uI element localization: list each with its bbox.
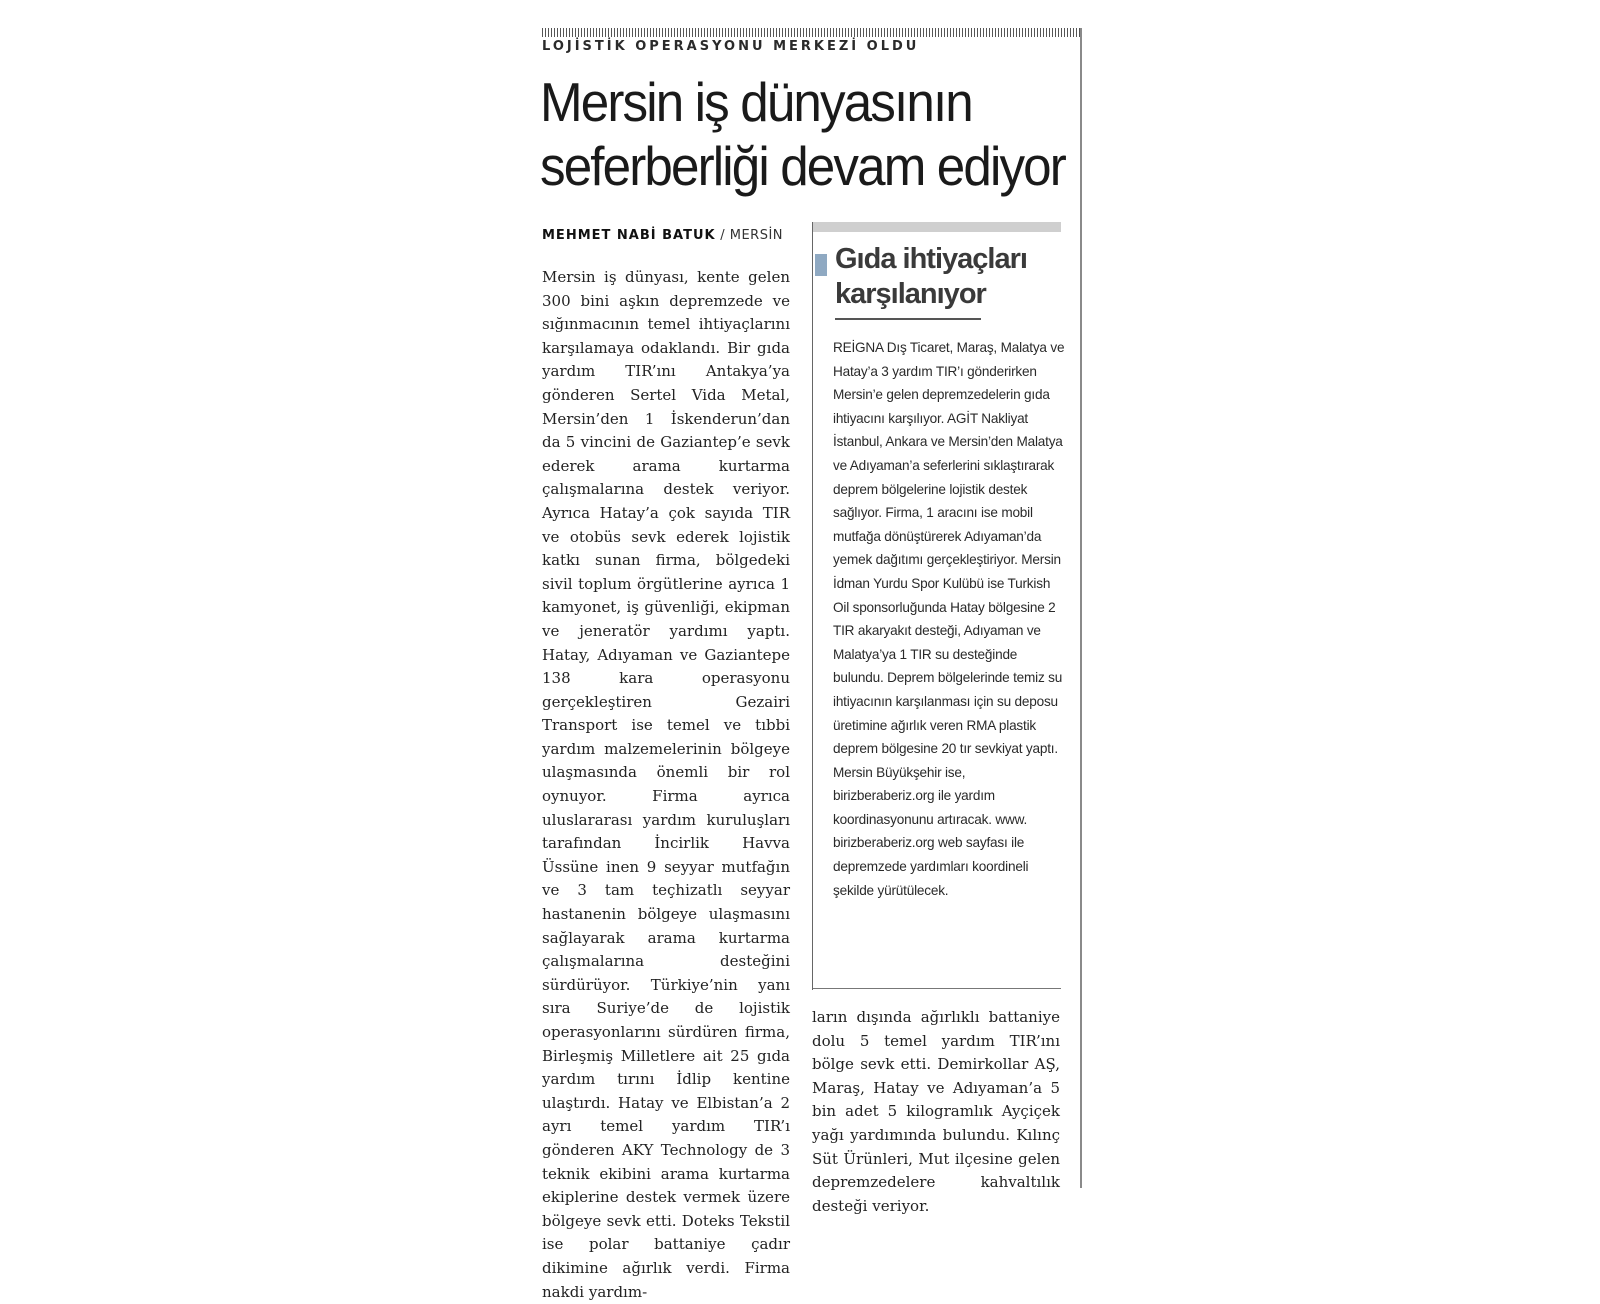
byline-separator: / [715,228,730,243]
column-right-rule [1080,28,1082,1188]
article-body-column-1: Mersin iş dünyası, kente gelen 300 bini aşkın depremzede ve sığınmacının temel ihtiyaçlarını karşılamaya odaklandı. Bir gıda yardım TIR’ını Antakya’ya gönderen Sertel Vida Metal, Mersin’den 1 İskenderun’dan da 5 vincini de Gaziantep’e sevk ederek arama kurtarma çalışmalarına destek veriyor. Ayrıca Hatay’a çok sayıda TIR ve otobüs sevk ederek lojistik katkı sunan firma, bölgedeki sivil toplum örgütlerine ayrıca 1 kamyonet, iş güvenliği, ekipman ve jeneratör yardımı yaptı. Hatay, Adıyaman ve Gaziantepe 138 kara operasyonu gerçekleştiren Gezairi Transport ise temel ve tıbbi yardım malzemelerinin bölgeye ulaşmasında önemli bir rol oynuyor. Firma ayrıca uluslararası yardım kuruluşları tarafından İncirlik Havva Üssüne inen 9 seyyar mutfağın ve 3 tam teçhizatlı seyyar hastanenin bölgeye ulaşmasını sağlayarak arama kurtarma çalışmalarına desteğini sürdürüyor. Türkiye’nin yanı sıra Suriye’de de lojistik operasyonlarını sürdüren firma, Birleşmiş Milletlere ait 25 gıda yardım tırını İdlip kentine ulaştırdı. Hatay ve Elbistan’a 2 ayrı temel yardım TIR’ı gönderen AKY Technology de 3 teknik ekibini arama kurtarma ekiplerine destek vermek üzere bölgeye sevk etti. Doteks Tekstil ise polar battaniye çadır dikimine ağırlık verdi. Firma nakdi yardım- [542,268,790,1301]
sidebar-square-marker-icon [815,254,827,276]
sidebar-title [835,242,1027,312]
sidebar-title-line-2: karşılanıyor [835,278,986,310]
article-body-column-2: ların dışında ağırlıklı battaniye dolu 5 temel yardım TIR’ını bölge sevk etti. Demirkollar AŞ, Maraş, Hatay ve Adıyaman’a 5 bin adet 5 kilogramlık Ayçiçek yağı yardımında bulundu. Kılınç Süt Ürünleri, Mut ilçesine gelen depremzedelere kahvaltılık desteği veriyor. [812,1008,1060,1215]
article-kicker: LOJİSTİK OPERASYONU MERKEZİ OLDU [542,39,920,54]
news-article [540,28,1084,1301]
sidebar-title-underline [835,318,981,320]
sidebar-body: REİGNA Dış Ticaret, Maraş, Malatya ve Hatay’a 3 yardım TIR’ı gönderirken Mersin’e gelen depremzedelerin gıda ihtiyacını karşılıyor. AGİT Nakliyat İstanbul, Ankara ve Mersin’den Malatya ve Adıyaman’a seferlerini sıklaştırarak deprem bölgelerine lojistik destek sağlıyor. Firma, 1 aracını ise mobil mutfağa dönüştürerek Adıyaman’da yemek dağıtımı gerçekleştiriyor. Mersin İdman Yurdu Spor Kulübü ise Turkish Oil sponsorluğunda Hatay bölgesine 2 TIR akaryakıt desteği, Adıyaman ve Malatya’ya 1 TIR su desteğinde bulundu. Deprem bölgelerinde temiz su ihtiyacının karşılanması için su deposu üretimine ağırlık veren RMA plastik deprem bölgesine 20 tır sevkiyat yaptı. Mersin Büyükşehir ise, birizberaberiz.org ile yardım koordinasyonunu artıracak. www. birizberaberiz.org web sayfası ile depremzede yardımları koordineli şekilde yürütülecek. [833,340,1065,898]
headline-line-2: seferberliği devam ediyor [540,135,1065,197]
byline-location: MERSİN [729,228,784,243]
sidebar-top-bar [813,222,1061,232]
sidebar-title-line-1: Gıda ihtiyaçları [835,243,1027,275]
article-headline [540,70,1065,198]
headline-line-1: Mersin iş dünyasının [540,71,972,133]
byline [542,228,783,243]
sidebar-box [812,222,1065,990]
top-hatched-rule [542,28,1080,37]
byline-author: MEHMET NABİ BATUK [542,228,716,243]
sidebar-bottom-rule [813,988,1061,989]
